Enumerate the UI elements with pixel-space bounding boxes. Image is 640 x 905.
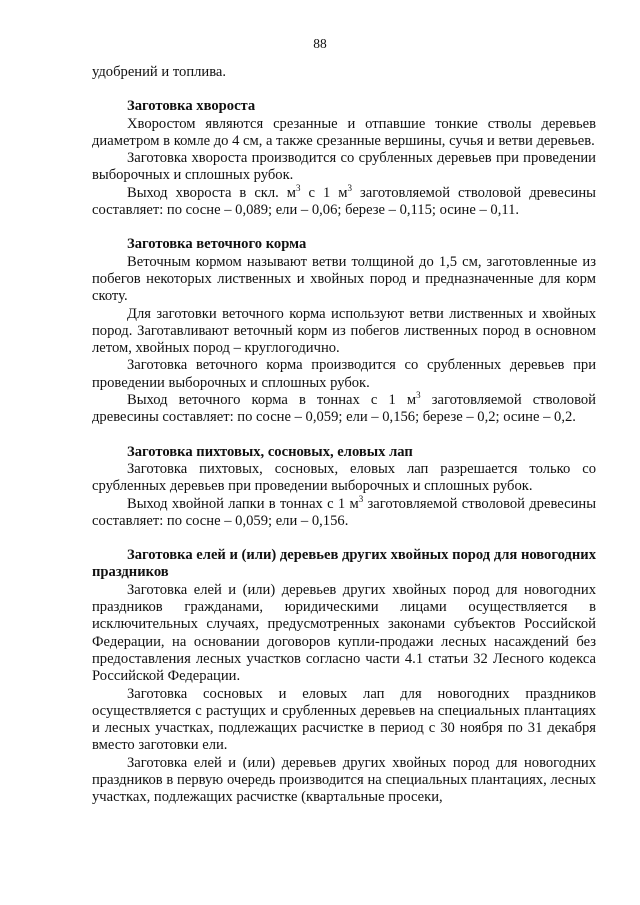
paragraph: Веточным кормом называют ветви толщиной до 1,5 см, заготовленные из побегов некоторых лиственных и хвойных пород и предназначенные для корм скоту. — [92, 253, 596, 305]
paragraph — [92, 392, 596, 427]
text-run: Выход хвороста в скл. м — [127, 184, 297, 201]
text-run: заготовляемой стволовой древесины составляет: по сосне – 0,089; ели – 0,06; березе – 0,115; осине – 0,11. — [92, 184, 596, 219]
paragraph — [92, 182, 596, 220]
page-number: 88 — [313, 36, 327, 51]
paragraph: Заготовка веточного корма производится со срубленных деревьев при проведении выборочных и сплошных рубок. — [92, 357, 596, 391]
spacer — [92, 530, 596, 547]
spacer — [92, 81, 596, 98]
section-heading-conifer-branches: Заготовка пихтовых, сосновых, еловых лап — [127, 443, 413, 460]
paragraph: Хворостом являются срезанные и отпавшие тонкие стволы деревьев диаметром в комле до 4 см, а также срезанные вершины, сучья и ветви деревьев. — [92, 115, 596, 149]
paragraph: Заготовка пихтовых, сосновых, еловых лап разрешается только со срубленных деревьев при проведении выборочных и сплошных рубок. — [92, 460, 596, 495]
text-run: с 1 м — [300, 184, 348, 201]
section-heading-brushwood: Заготовка хвороста — [127, 98, 256, 115]
superscript: 3 — [296, 182, 301, 193]
paragraph — [92, 493, 596, 531]
section-heading-new-year-trees: Заготовка елей и (или) деревьев других хвойных пород для новогодних праздников — [92, 547, 596, 581]
paragraph: Заготовка хвороста производится со срубленных деревьев при проведении выборочных и сплошных рубок. — [92, 150, 596, 184]
spacer — [92, 427, 596, 444]
section-heading-browse-fodder: Заготовка веточного корма — [127, 236, 307, 253]
text-run: заготовляемой стволовой древесины составляет: по сосне – 0,059; ели – 0,156; березе – 0,2; осине – 0,2. — [92, 392, 596, 426]
paragraph: Заготовка елей и (или) деревьев других хвойных пород для новогодних праздников в первую очередь производится на специальных плантациях, лесных участках, подлежащих расчистке (квартальные просеки, — [92, 754, 596, 806]
text-run: заготовляемой стволовой древесины составляет: по сосне – 0,059; ели – 0,156. — [92, 495, 596, 529]
spacer — [92, 219, 596, 236]
intro-text: удобрений и топлива. — [92, 64, 227, 80]
text-run: Выход веточного корма в тоннах с 1 м — [127, 392, 417, 409]
paragraph: Для заготовки веточного корма используют ветви лиственных и хвойных пород. Заготавливают веточный корм из побегов лиственных пород в основном летом, хвойных пород – круглогодично. — [92, 305, 596, 357]
paragraph: Заготовка елей и (или) деревьев других хвойных пород для новогодних праздников гражданами, юридическими лицами осуществляется в исключительных случаях, предусмотренных законами субъектов Российской Федерации, на основании договоров купли-продажи лесных насаждений без предоставления лесных участков согласно части 4.1 статьи 32 Лесного кодекса Российской Федерации. — [92, 581, 596, 685]
superscript: 3 — [358, 493, 364, 504]
text-run: Выход хвойной лапки в тоннах с 1 м — [127, 495, 359, 512]
document-body — [92, 64, 596, 807]
superscript: 3 — [347, 182, 353, 193]
superscript: 3 — [416, 390, 421, 401]
paragraph: Заготовка сосновых и еловых лап для новогодних праздников осуществляется с растущих и срубленных деревьев на специальных плантациях и лесных участках, подлежащих расчистке в период с 30 ноября по 31 декабря вместо заготовки ели. — [92, 685, 596, 754]
